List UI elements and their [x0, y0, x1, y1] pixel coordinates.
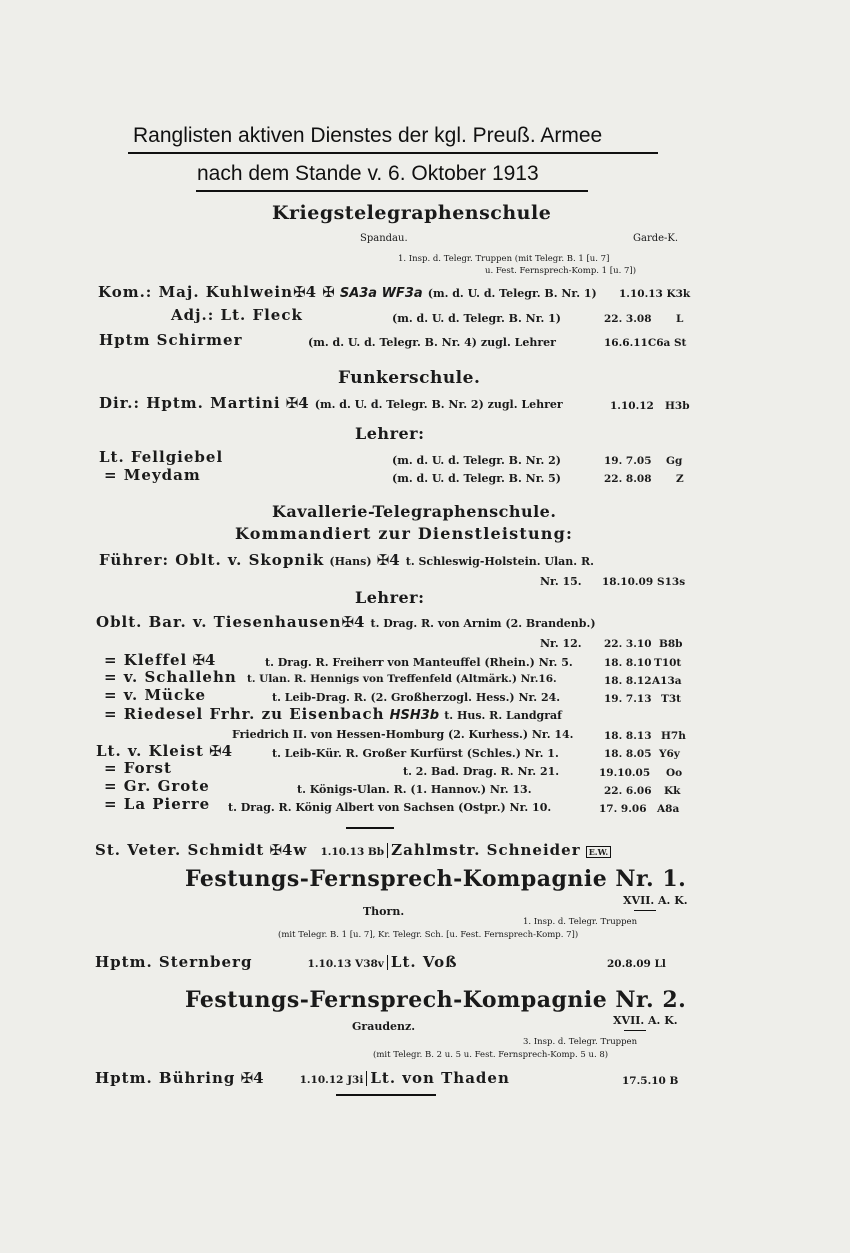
- thaden-date: 17.5.10 B: [622, 1075, 679, 1087]
- fuehrer-unit: t. Schleswig-Holstein. Ulan. R.: [405, 555, 594, 568]
- kav-tiesenhausen-row: [96, 612, 596, 631]
- header-underline-2: [196, 190, 588, 192]
- fuehrer-regiment-nr: Nr. 15.: [540, 575, 582, 588]
- muecke-code: T3t: [661, 693, 681, 705]
- fuehrer-code: S13s: [657, 576, 686, 588]
- pierre-name: = La Pierre: [104, 795, 211, 813]
- kav-subtitle: Kommandiert zur Dienstleistung:: [235, 524, 574, 543]
- riedesel-name: = Riedesel Frhr. zu Eisenbach: [104, 705, 385, 723]
- iron-cross-icon: ✠: [209, 742, 222, 760]
- grote-name: = Gr. Grote: [104, 777, 210, 795]
- iron-cross-icon: ✠: [376, 551, 390, 569]
- fk1-corps-underline: [634, 910, 656, 911]
- fk2-inspection-2: (mit Telegr. B. 2 u. 5 u. Fest. Fernsprech-Komp. 5 u. 8): [373, 1050, 609, 1060]
- grote-date: 22. 6.06: [604, 785, 652, 797]
- vet-row: [95, 840, 611, 859]
- voss-date: 20.8.09 Ll: [607, 958, 666, 970]
- grote-unit: t. Königs-Ulan. R. (1. Hannov.) Nr. 13.: [297, 783, 532, 796]
- kleffel-unit: t. Drag. R. Freiherr von Manteuffel (Rhein.) Nr. 5.: [265, 656, 573, 669]
- hauptmann-schirmer-name: Hptm Schirmer: [99, 331, 243, 349]
- fk1-officers-row: [95, 952, 458, 971]
- header-line-2: nach dem Stande v. 6. Oktober 1913: [197, 162, 539, 185]
- kleffel-name: = Kleffel: [104, 651, 188, 669]
- forst-date: 19.10.05: [599, 767, 651, 779]
- tiesenhausen-unit: t. Drag. R. von Arnim (2. Brandenb.): [370, 617, 596, 630]
- voss-name: Lt. Voß: [390, 953, 458, 971]
- iron-cross-icon: ✠: [285, 394, 299, 412]
- section-title-kriegstelegraphenschule: Kriegstelegraphenschule: [272, 202, 552, 224]
- veterinaer-date: 1.10.13 Bb: [320, 846, 385, 858]
- section-divider: [346, 827, 394, 829]
- kleist-name: Lt. v. Kleist: [96, 742, 204, 760]
- section-title-fk1: Festungs-Fernsprech-Kompagnie Nr. 1.: [185, 866, 687, 892]
- fk2-inspection-1: 3. Insp. d. Telegr. Truppen: [523, 1037, 638, 1047]
- muecke-name: = v. Mücke: [104, 686, 207, 704]
- schallehn-date: 18. 8.12: [604, 675, 652, 687]
- iron-cross-icon: ✠: [341, 613, 354, 631]
- list-item-code: Gg: [666, 455, 683, 467]
- header-line-1: Ranglisten aktiven Dienstes der kgl. Preuß. Armee: [133, 124, 603, 147]
- pierre-unit: t. Drag. R. König Albert von Sachsen (Ostpr.) Nr. 10.: [228, 801, 552, 814]
- riedesel-unit-continued: Friedrich II. von Hessen-Homburg (2. Kurhess.) Nr. 14.: [232, 728, 574, 741]
- hauptmann-schirmer-unit: (m. d. U. d. Telegr. B. Nr. 4) zugl. Lehrer: [308, 336, 556, 349]
- fuehrer-given-name: (Hans): [329, 555, 372, 568]
- kommandeur-orders: SA3a WF3a: [339, 286, 423, 301]
- list-item-date: 22. 8.08: [604, 473, 652, 485]
- veterinaer-order-class: 4w: [281, 841, 308, 859]
- kommandeur-date: 1.10.13 K3k: [619, 288, 691, 300]
- section-title-funkerschule: Funkerschule.: [338, 368, 481, 388]
- funk-direktor-row: [99, 393, 563, 412]
- kav-lehrer-heading: Lehrer:: [355, 588, 425, 607]
- kav-kleist-row: [96, 741, 233, 760]
- tiesenhausen-date: 22. 3.10: [604, 638, 652, 650]
- tiesenhausen-regiment-nr: Nr. 12.: [540, 637, 582, 650]
- grote-code: Kk: [664, 785, 681, 797]
- header-underline-1: [128, 152, 658, 154]
- kleist-code: Y6y: [659, 748, 680, 760]
- list-item-code: Z: [676, 473, 684, 485]
- veterinaer-name: St. Veter. Schmidt: [95, 841, 265, 859]
- kav-kleffel-row: [104, 650, 216, 669]
- fuehrer-date: 18.10.09: [602, 576, 654, 588]
- adjutant-date: 22. 3.08: [604, 313, 652, 325]
- zahlmeister-badge: E.W.: [586, 846, 611, 858]
- sternberg-date: 1.10.13 V38v: [307, 958, 384, 970]
- iron-cross-icon: ✠: [192, 651, 205, 669]
- direktor-unit: (m. d. U. d. Telegr. B. Nr. 2) zugl. Lehrer: [314, 398, 563, 411]
- end-divider: [336, 1094, 436, 1096]
- kts-inspection-1: 1. Insp. d. Telegr. Truppen (mit Telegr. B. 1 [u. 7]: [398, 254, 610, 264]
- fk1-inspection-1: 1. Insp. d. Telegr. Truppen: [523, 917, 638, 927]
- hauptmann-schirmer-date: 16.6.11C6a St: [604, 337, 687, 349]
- kleffel-order-class: 4: [204, 651, 217, 669]
- riedesel-code: H7h: [661, 730, 686, 742]
- pierre-date: 17. 9.06: [599, 803, 647, 815]
- kleffel-code: T10t: [654, 657, 682, 669]
- column-divider: [387, 955, 388, 970]
- kleist-order-class: 4: [221, 742, 234, 760]
- forst-code: Oo: [666, 767, 683, 779]
- direktor-name: Dir.: Hptm. Martini: [99, 394, 281, 412]
- muecke-date: 19. 7.13: [604, 693, 652, 705]
- kommandeur-unit: (m. d. U. d. Telegr. B. Nr. 1): [427, 287, 597, 300]
- list-item: Lt. Fellgiebel: [99, 448, 224, 466]
- column-divider: [366, 1071, 367, 1086]
- kts-kommandeur-row: [98, 282, 597, 301]
- adjutant-name: Adj.: Lt. Fleck: [171, 306, 303, 324]
- kts-inspection-2: u. Fest. Fernsprech-Komp. 1 [u. 7]): [485, 266, 637, 276]
- schallehn-name: = v. Schallehn: [104, 668, 237, 686]
- list-item: = Meydam: [104, 466, 201, 484]
- funk-lehrer-heading: Lehrer:: [355, 424, 425, 443]
- thaden-name: Lt. von Thaden: [370, 1069, 510, 1087]
- buehring-date: 1.10.12 J3i: [299, 1074, 364, 1086]
- riedesel-order: HSH3b: [389, 708, 440, 723]
- forst-name: = Forst: [104, 759, 172, 777]
- fk1-corps: XVII. A. K.: [623, 894, 688, 907]
- kleist-unit: t. Leib-Kür. R. Großer Kurfürst (Schles.) Nr. 1.: [272, 747, 559, 760]
- fk2-location: Graudenz.: [352, 1020, 416, 1033]
- riedesel-unit: t. Hus. R. Landgraf: [444, 709, 562, 722]
- buehring-order-class: 4: [253, 1069, 265, 1087]
- fuehrer-name: Führer: Oblt. v. Skopnik: [99, 551, 325, 569]
- pierre-code: A8a: [657, 803, 680, 815]
- list-item-date: 19. 7.05: [604, 455, 652, 467]
- fuehrer-order-class: 4: [389, 551, 401, 569]
- fk1-location: Thorn.: [363, 905, 405, 918]
- column-divider: [387, 843, 388, 858]
- adjutant-code: L: [676, 313, 684, 325]
- kav-fuehrer-row: [99, 550, 594, 569]
- kts-location: Spandau.: [360, 233, 408, 244]
- riedesel-date: 18. 8.13: [604, 730, 652, 742]
- fk2-officers-row: [95, 1068, 510, 1087]
- section-title-kavallerie: Kavallerie-Telegraphenschule.: [272, 502, 557, 521]
- fk2-corps-underline: [624, 1030, 646, 1031]
- kav-riedesel-row: [104, 704, 562, 723]
- tiesenhausen-order-class: 4: [353, 613, 366, 631]
- schallehn-code: A13a: [652, 675, 682, 687]
- iron-cross-icon: ✠: [269, 841, 282, 859]
- kleist-date: 18. 8.05: [604, 748, 652, 760]
- kommandeur-order-class: 4: [305, 283, 318, 301]
- adjutant-unit: (m. d. U. d. Telegr. B. Nr. 1): [392, 312, 561, 325]
- iron-cross-icon: ✠: [240, 1069, 254, 1087]
- forst-unit: t. 2. Bad. Drag. R. Nr. 21.: [403, 765, 560, 778]
- kleffel-date: 18. 8.10: [604, 657, 652, 669]
- muecke-unit: t. Leib-Drag. R. (2. Großherzogl. Hess.) Nr. 24.: [272, 691, 561, 704]
- fk2-corps: XVII. A. K.: [613, 1014, 678, 1027]
- list-item-unit: (m. d. U. d. Telegr. B. Nr. 5): [392, 472, 561, 485]
- schallehn-unit: t. Ulan. R. Hennigs von Treffenfeld (Altmärk.) Nr.16.: [247, 673, 557, 685]
- section-title-fk2: Festungs-Fernsprech-Kompagnie Nr. 2.: [185, 987, 687, 1013]
- list-item-unit: (m. d. U. d. Telegr. B. Nr. 2): [392, 454, 561, 467]
- tiesenhausen-code: B8b: [659, 638, 683, 650]
- iron-cross-icon: ✠: [322, 283, 335, 301]
- zahlmeister-name: Zahlmstr. Schneider: [391, 841, 581, 859]
- tiesenhausen-name: Oblt. Bar. v. Tiesenhausen: [96, 613, 342, 631]
- iron-cross-icon: ✠: [293, 283, 306, 301]
- direktor-code: H3b: [665, 400, 690, 412]
- sternberg-name: Hptm. Sternberg: [95, 953, 253, 971]
- kommandeur-name: Kom.: Maj. Kuhlwein: [98, 283, 294, 301]
- kts-corps: Garde-K.: [633, 233, 679, 244]
- fk1-inspection-2: (mit Telegr. B. 1 [u. 7], Kr. Telegr. Sch. [u. Fest. Fernsprech-Komp. 7]): [278, 930, 579, 940]
- direktor-order-class: 4: [298, 394, 310, 412]
- buehring-name: Hptm. Bühring: [95, 1069, 236, 1087]
- direktor-date: 1.10.12: [610, 400, 654, 412]
